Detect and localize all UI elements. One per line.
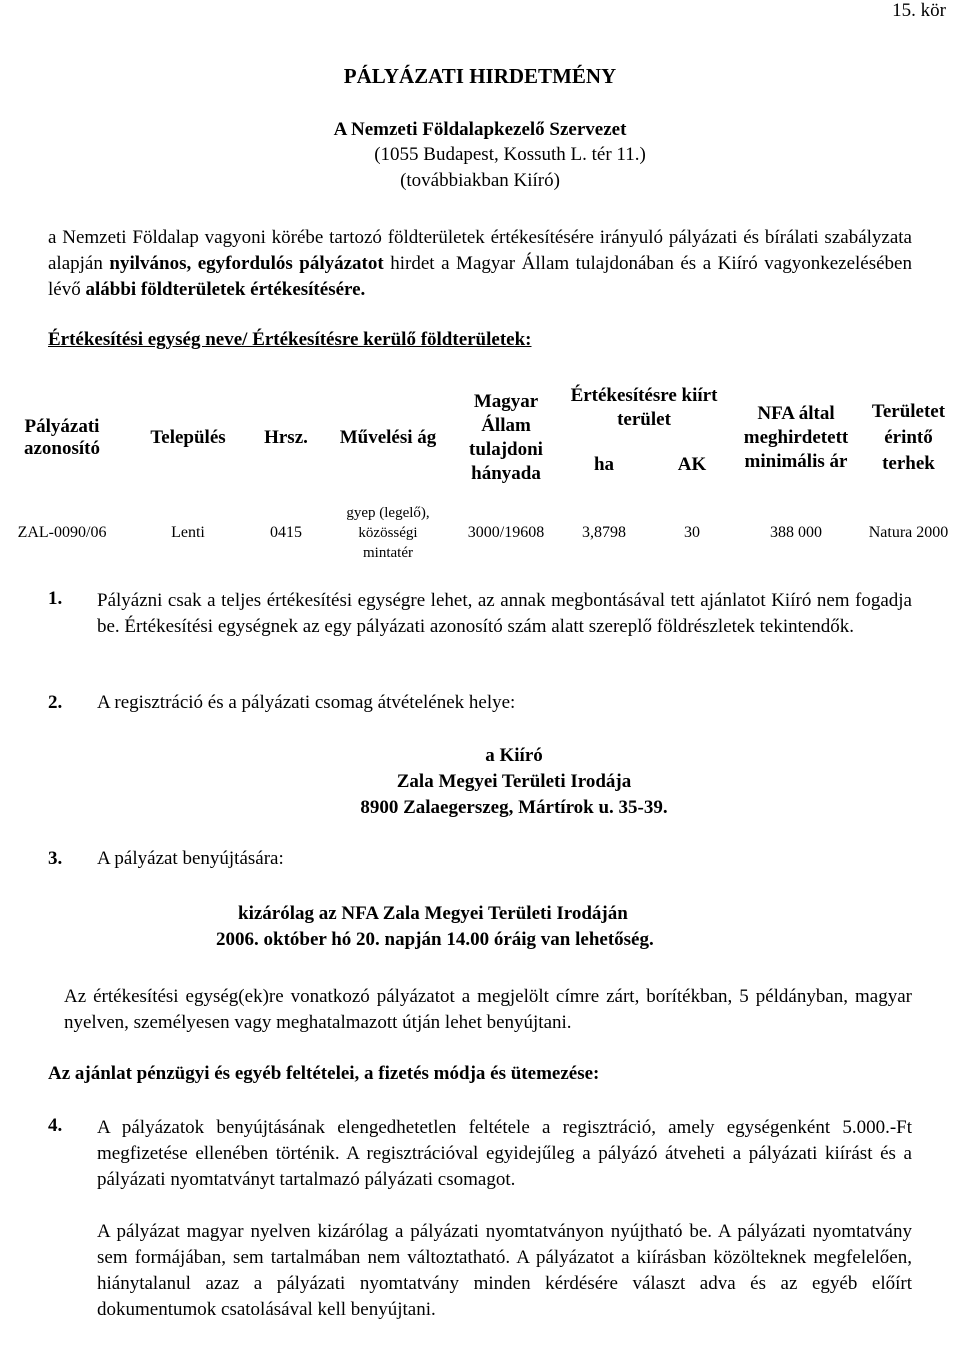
point-1-text: Pályázni csak a teljes értékesítési egységre lehet, az annak megbontásával tett ajánlatot Kiíró nem fogadja be. Értékesítési egységnek az egy pályázati azonosító szám alatt szereplő földrészletek tekintendők. [97,590,912,637]
header-id: Pályázati azonosító [24,416,100,459]
header-burdens: Területet érintő terhek [871,401,946,474]
office-line-3: 8900 Zalaegerszeg, Mártírok u. 35-39. [360,797,668,818]
point-3-number: 3. [48,848,63,869]
header-ha: ha [593,454,615,475]
issuer-name: A Nemzeti Földalapkezelő Szervezet [333,119,627,140]
cell-burdens: Natura 2000 [868,524,949,541]
cell-id: ZAL-0090/06 [17,524,107,541]
table-row [0,498,957,568]
financial-heading: Az ajánlat pénzügyi és egyéb feltételei, a fizetés módja és ütemezése: [48,1063,600,1084]
point-4-text: A pályázatok benyújtásának elengedhetetlen feltétele a regisztráció, amely egységenként 5.000.-Ft megfizetése ellenében történik. A regisztrációval egyidejűleg a pályázó átveheti a pályázati kiírást és a pályázati nyomtatványt tartalmazó pályázati csomagot. [97,1117,912,1190]
issuer-address: (1055 Budapest, Kossuth L. tér 11.) [374,144,646,165]
land-table [0,378,957,568]
intro-text-1: a Nemzeti Földalap vagyoni körébe tartozó földterületek értékesítésére irányuló pályázati és bírálati szabályzata alapján [48,227,912,274]
submit-line-1: kizárólag az NFA Zala Megyei Területi Irodáján [238,903,628,924]
header-cultivation: Művelési ág [339,427,437,448]
cell-hrsz: 0415 [270,524,302,541]
point-2-text: A regisztráció és a pályázati csomag átvételének helye: [97,692,516,713]
intro-text-2: hirdet a Magyar Állam tulajdonában és a Kiíró vagyonkezelésében lévő [48,253,912,300]
section-heading: Értékesítési egység neve/ Értékesítésre kerülő földterületek: [48,329,532,350]
header-state-share: Magyar Állam tulajdoni hányada [469,391,543,484]
page-number: 15. kör [892,0,946,21]
intro-bold-2: alábbi földterületek értékesítésére. [85,279,366,300]
cell-state-share: 3000/19608 [467,524,545,541]
header-settlement: Település [150,427,226,448]
submit-line-2: 2006. október hó 20. napján 14.00 óráig van lehetőség. [216,929,654,950]
office-line-2: Zala Megyei Területi Irodája [396,771,632,792]
page-title: PÁLYÁZATI HIRDETMÉNY [343,64,617,88]
cell-ak: 30 [684,524,700,541]
point-2-number: 2. [48,692,63,713]
header-min-price: NFA által meghirdetett minimális ár [743,403,849,472]
point-1-number: 1. [48,588,63,609]
intro-paragraph [48,225,912,303]
header-area: Értékesítésre kiírt terület [570,385,718,430]
issuer-alias: (továbbiakban Kiíró) [400,170,560,191]
cell-cultivation: gyep (legelő), közösségi mintatér [346,505,430,561]
cell-min-price: 388 000 [770,524,822,541]
point-3-text: A pályázat benyújtására: [97,848,284,869]
header-hrsz: Hrsz. [264,427,308,448]
office-line-1: a Kiíró [485,745,543,766]
cell-ha: 3,8798 [582,524,626,541]
point-4b-text: A pályázat magyar nyelven kizárólag a pályázati nyomtatványon nyújtható be. A pályázati nyomtatvány sem formájában, sem tartalmában nem változtatható. A pályázatot a kiírásban közölteknek megfelelően, hiánytalanul azaz a pályázati nyomtatvány minden kérdésére választ adva és az egyéb előírt dokumentumok csatolásával kell benyújtani. [97,1221,912,1320]
point-4-number: 4. [48,1115,63,1136]
header-ak: AK [677,454,707,475]
intro-bold-1: nyilvános, egyfordulós pályázatot [109,253,384,274]
cell-settlement: Lenti [171,524,205,541]
envelope-paragraph: Az értékesítési egység(ek)re vonatkozó pályázatot a megjelölt címre zárt, borítékban, 5 példányban, magyar nyelven, személyesen vagy meghatalmazott útján lehet benyújtani. [64,986,912,1033]
